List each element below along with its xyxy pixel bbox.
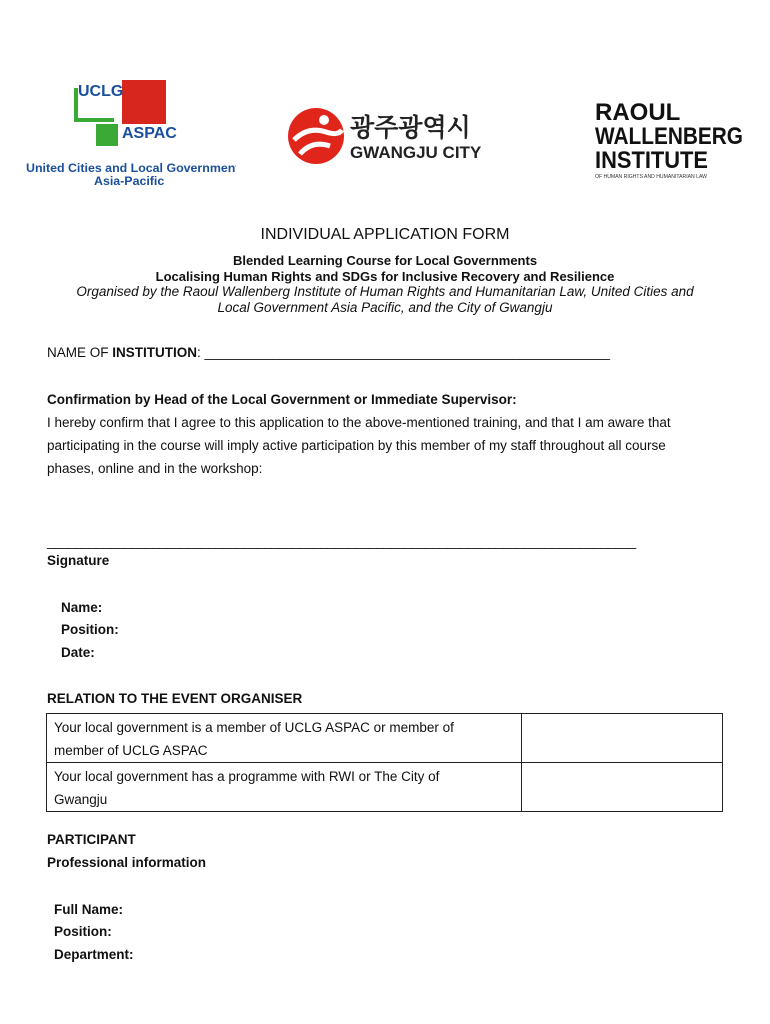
uclg-red-square <box>122 80 166 124</box>
participant-department-label: Department: <box>54 947 134 962</box>
rwi-line1: RAOUL <box>595 99 681 126</box>
gwangju-english-name: GWANGJU CITY <box>350 143 482 162</box>
form-title: INDIVIDUAL APPLICATION FORM <box>260 226 510 243</box>
professional-info-heading: Professional information <box>47 855 207 870</box>
institution-blank[interactable]: : ______________________________________________________ <box>197 345 610 360</box>
uclg-mark-bottom: ASPAC <box>122 125 177 142</box>
institution-field[interactable] <box>47 345 610 360</box>
institution-label: INSTITUTION <box>112 345 198 360</box>
gwangju-city-logo <box>286 106 496 166</box>
confirmation-heading: Confirmation by Head of the Local Government or Immediate Supervisor: <box>47 392 517 407</box>
uclg-green-square <box>96 124 118 146</box>
relation-answer-cell[interactable] <box>522 714 723 763</box>
relation-answer-cell[interactable] <box>522 763 723 812</box>
uclg-caption-line1: United Cities and Local Governments <box>26 161 236 175</box>
confirmation-text-line2: participating in the course will imply active participation by this member of my staff throughout all course <box>47 438 666 453</box>
participant-fullname-label: Full Name: <box>54 902 124 917</box>
organiser-line2: Local Government Asia Pacific, and the City of Gwangju <box>217 300 553 315</box>
course-title-line2: Localising Human Rights and SDGs for Inclusive Recovery and Resilience <box>155 269 615 284</box>
rwi-line2: WALLENBERG <box>595 123 743 150</box>
rwi-logo <box>595 98 755 180</box>
relation-question: Your local government has a programme with RWI or The City of Gwangju <box>47 763 522 812</box>
gwangju-korean-name: 광주광역시 <box>350 113 471 142</box>
rwi-subtitle: OF HUMAN RIGHTS AND HUMANITARIAN LAW <box>595 174 708 180</box>
confirmation-text-line3: phases, online and in the workshop: <box>47 461 263 476</box>
relation-question: Your local government is a member of UCLG ASPAC or member of member of UCLG ASPAC <box>47 714 522 763</box>
participant-position-label: Position: <box>54 924 112 939</box>
uclg-mark-top: UCLG <box>78 83 124 100</box>
signature-label: Signature <box>47 553 110 568</box>
table-row <box>47 763 723 812</box>
supervisor-position-label: Position: <box>61 622 119 637</box>
uclg-aspac-logo <box>26 78 236 188</box>
organiser-line1: Organised by the Raoul Wallenberg Institute of Human Rights and Humanitarian Law, United Cities and <box>76 284 694 299</box>
table-row <box>47 714 723 763</box>
relation-heading: RELATION TO THE EVENT ORGANISER <box>47 691 303 706</box>
rwi-line3: INSTITUTE <box>595 147 708 174</box>
institution-prefix: NAME OF <box>47 345 113 360</box>
relation-table <box>46 713 723 812</box>
supervisor-name-label: Name: <box>61 600 103 615</box>
participant-heading: PARTICIPANT <box>47 832 136 847</box>
uclg-caption-line2: Asia-Pacific <box>94 174 165 188</box>
supervisor-date-label: Date: <box>61 645 95 660</box>
signature-line[interactable]: ____________________________________________________________________________________ <box>47 534 636 549</box>
confirmation-text-line1: I hereby confirm that I agree to this application to the above-mentioned training, and that I am aware that <box>47 415 671 430</box>
course-title-line1: Blended Learning Course for Local Governments <box>232 253 538 268</box>
